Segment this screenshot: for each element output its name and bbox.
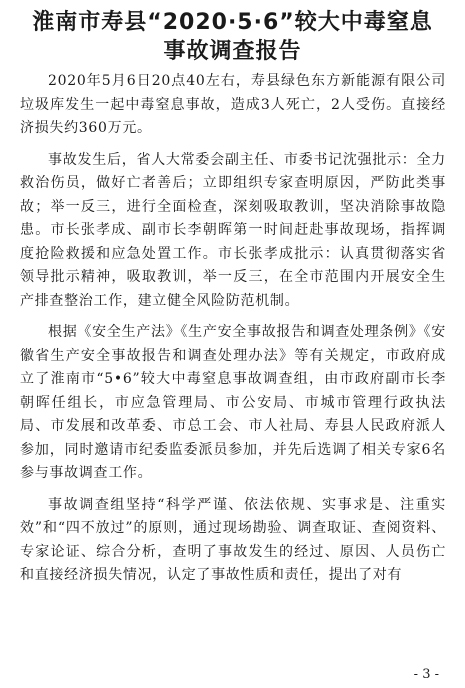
title-line-2: 事故调查报告 — [163, 39, 302, 64]
page-number: - 3 - — [413, 667, 439, 682]
paragraph-leader-instructions: 事故发生后，省人大常委会副主任、市委书记沈强批示：全力救治伤员，做好亡者善后；立即组织专家查明原因，严防此类事故；举一反三，进行全面检查，深刻吸取教训，坚决消除事故隐患。市长张孝成、副市长李朝晖第一时间赶赴事故现场，指挥调度抢险救援和应急处置工作。市长张孝成批示：认真贯彻落实省领导批示精神，吸取教训，举一反三，在全市范围内开展安全生产排查整治工作，建立健全风险防范机制。 — [20, 151, 446, 309]
document-body — [20, 70, 446, 596]
title-line-1: 淮南市寿县“2020·5·6”较大中毒窒息 — [32, 10, 433, 35]
paragraph-investigation-principles: 事故调查组坚持“科学严谨、依法依规、实事求是、注重实效”和“四不放过”的原则，通过现场勘验、调查取证、查阅资料、专家论证、综合分析，查明了事故发生的经过、原因、人员伤亡和直接经济损失情况，认定了事故性质和责任，提出了对有 — [20, 496, 446, 583]
paragraph-accident-summary: 2020年5月6日20点40左右，寿县绿色东方新能源有限公司垃圾库发生一起中毒窒息事故，造成3人死亡，2人受伤。直接经济损失约360万元。 — [20, 73, 446, 136]
page-title — [0, 0, 465, 66]
paragraph-investigation-team: 根据《安全生产法》《生产安全事故报告和调查处理条例》《安徽省生产安全事故报告和调查处理办法》等有关规定，市政府成立了淮南市“5•6”较大中毒窒息事故调查组，由市政府副市长李朝晖任组长，市应急管理局、市公安局、市城市管理行政执法局、市发展和改革委、市总工会、市人社局、寿县人民政府派人参加，同时邀请市纪委监委派员参加，并先后选调了相关专家6名参与事故调查工作。 — [20, 324, 446, 481]
